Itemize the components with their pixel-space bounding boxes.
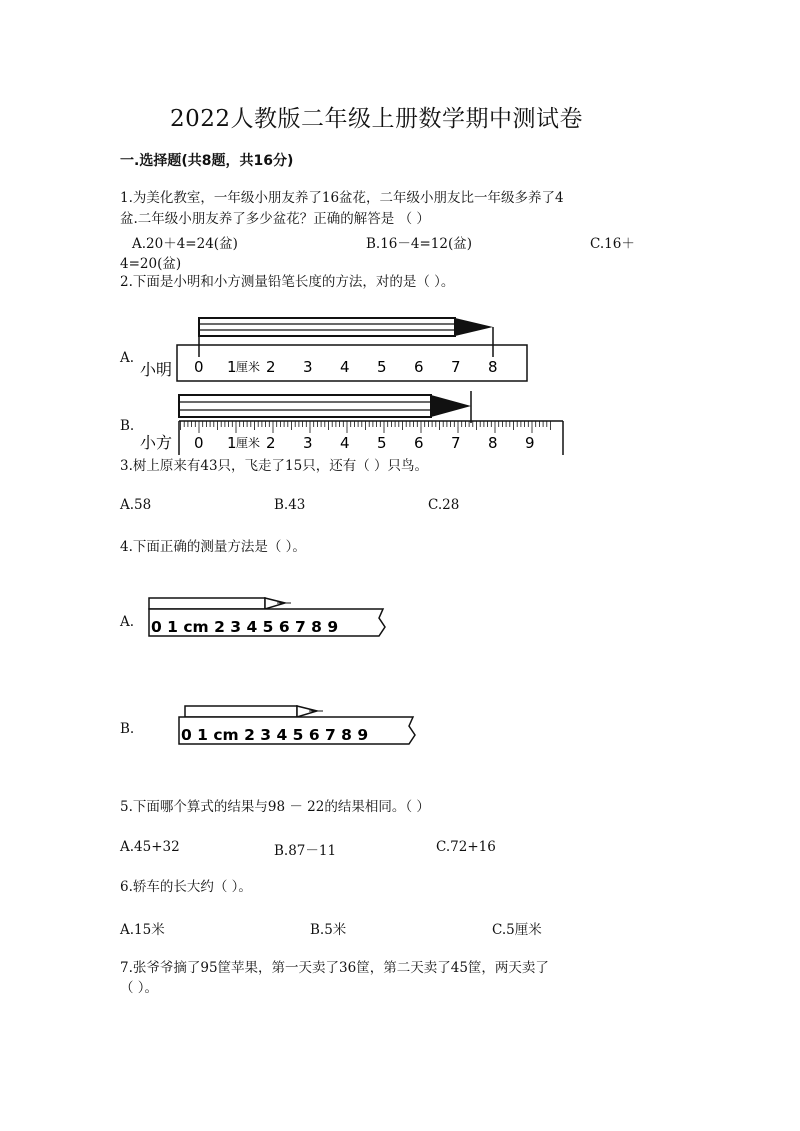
question-1-option-c: C.16＋: [590, 236, 635, 252]
question-3-text: 3.树上原来有43只，飞走了15只，还有（ ）只鸟。: [120, 458, 429, 474]
ruler-b-num-2: 2: [266, 434, 276, 452]
ruler-a-num-4: 4: [340, 358, 350, 376]
question-3-option-a: A.58: [120, 497, 152, 513]
ruler-b-num-8: 8: [488, 434, 498, 452]
ruler-a-num-1: 1: [227, 358, 237, 376]
ruler-q4a-labels: 0 1 cm 2 3 4 5 6 7 8 9: [151, 618, 339, 636]
ruler-b-num-0: 0: [194, 434, 204, 452]
ruler-b-num-5: 5: [377, 434, 387, 452]
ruler-a-unit: 厘米: [236, 360, 261, 374]
section-heading: 一.选择题(共8题，共16分): [120, 153, 294, 169]
question-1-option-c-continued: 4=20(盆): [120, 256, 182, 272]
ruler-figure-q4b: [175, 698, 425, 750]
page-title: 2022人教版二年级上册数学期中测试卷: [170, 106, 584, 132]
pencil-xiaofang: [179, 391, 471, 423]
question-1-option-a: A.20＋4=24(盆): [132, 236, 238, 252]
question-7-line-2: （ ）。: [120, 980, 159, 996]
question-5-text: 5.下面哪个算式的结果与98 － 22的结果相同。（ ）: [120, 799, 430, 815]
question-4-label-b: B.: [120, 721, 135, 737]
ruler-figure-q2: [135, 305, 575, 460]
question-1-line-1: 1.为美化教室，一年级小朋友养了16盆花，二年级小朋友比一年级多养了4: [120, 190, 564, 206]
ruler-a-num-5: 5: [377, 358, 387, 376]
question-1-line-2: 盆.二年级小朋友养了多少盆花？正确的解答是 （ ）: [120, 211, 430, 227]
ruler-a-num-2: 2: [266, 358, 276, 376]
ruler-a-num-0: 0: [194, 358, 204, 376]
question-2-label-a: A.: [120, 350, 135, 366]
question-2-label-b: B.: [120, 418, 135, 434]
ruler-b-num-7: 7: [451, 434, 461, 452]
question-7-line-1: 7.张爷爷摘了95筐苹果，第一天卖了36筐，第二天卖了45筐，两天卖了: [120, 960, 549, 976]
question-6-text: 6.轿车的长大约（ ）。: [120, 879, 252, 895]
question-1-option-b: B.16－4=12(盆): [366, 236, 473, 252]
ruler-xiaofang: [179, 421, 563, 455]
question-2-text: 2.下面是小明和小方测量铅笔长度的方法，对的是（ ）。: [120, 274, 455, 290]
ruler-b-num-9: 9: [525, 434, 535, 452]
ruler-a-num-7: 7: [451, 358, 461, 376]
question-3-option-c: C.28: [428, 497, 460, 513]
ruler-b-num-3: 3: [303, 434, 313, 452]
ruler-b-num-1: 1: [227, 434, 237, 452]
ruler-b-num-6: 6: [414, 434, 424, 452]
ruler-figure-q4a: [145, 590, 395, 642]
question-3-option-b: B.43: [274, 497, 306, 513]
ruler-b-num-4: 4: [340, 434, 350, 452]
name-xiaofang: 小方: [140, 433, 173, 452]
ruler-q4b-labels: 0 1 cm 2 3 4 5 6 7 8 9: [181, 726, 369, 744]
question-6-option-a: A.15米: [120, 922, 165, 938]
question-6-option-b: B.5米: [310, 922, 347, 938]
pencil-xiaoming: [199, 318, 493, 336]
name-xiaoming: 小明: [140, 360, 173, 379]
question-6-option-c: C.5厘米: [492, 922, 542, 938]
ruler-b-ticks: [181, 421, 551, 433]
question-5-option-b: B.87－11: [274, 843, 337, 859]
ruler-a-num-6: 6: [414, 358, 424, 376]
question-5-option-a: A.45+32: [120, 839, 180, 855]
ruler-a-num-3: 3: [303, 358, 313, 376]
ruler-b-unit: 厘米: [236, 436, 261, 450]
question-4-label-a: A.: [120, 614, 135, 630]
question-4-text: 4.下面正确的测量方法是（ ）。: [120, 539, 306, 555]
ruler-a-num-8: 8: [488, 358, 498, 376]
question-5-option-c: C.72+16: [436, 839, 496, 855]
